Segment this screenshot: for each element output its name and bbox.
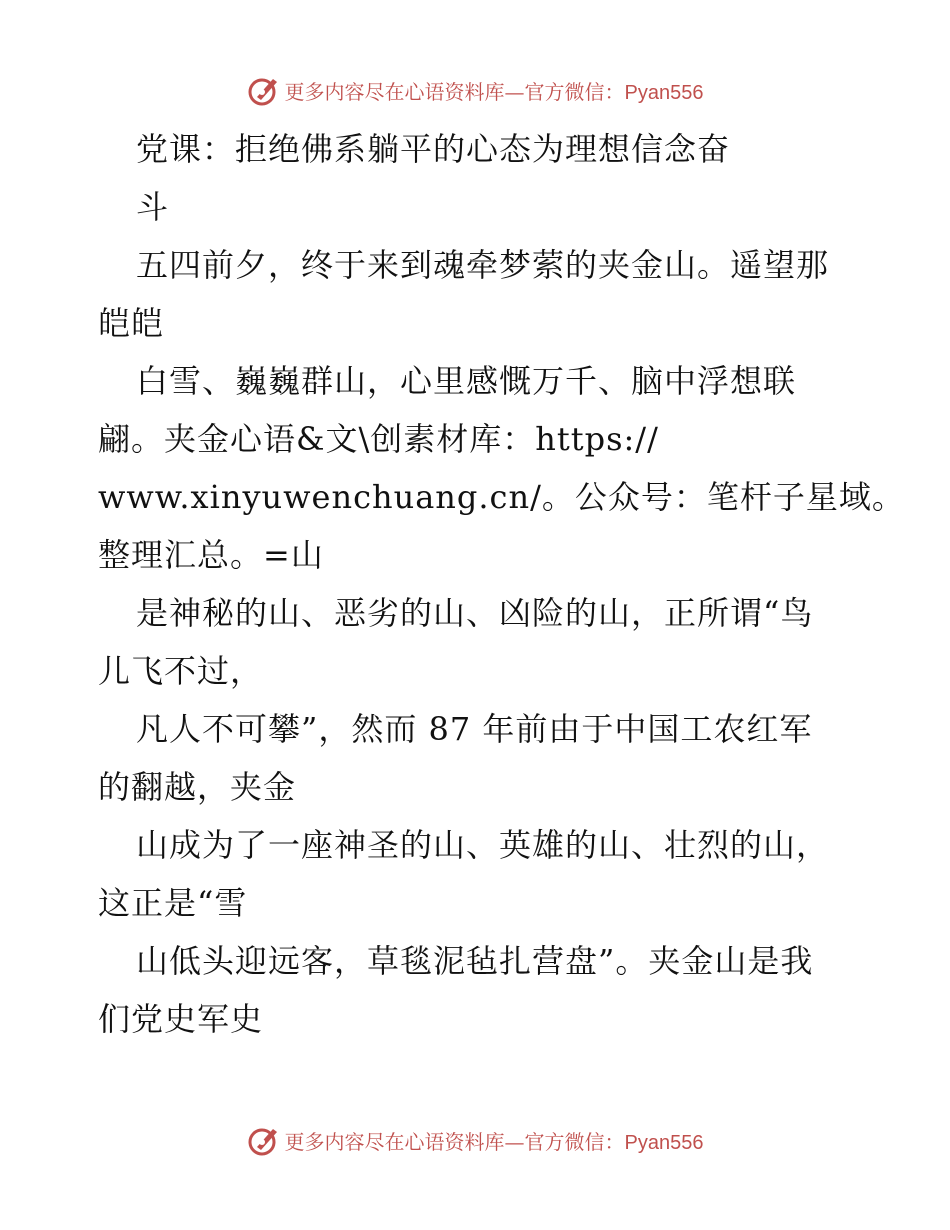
- text-line: www.xinyuwenchuang.cn/。公众号：笔杆子星域。: [98, 478, 905, 516]
- text-line: 皑皑: [98, 304, 165, 342]
- banner-separator: —: [504, 79, 525, 104]
- text-line: 斗: [136, 188, 170, 226]
- text-line: 白雪、巍巍群山，心里感慨万千、脑中浮想联: [136, 362, 797, 400]
- banner-wechat-id: Pyan556: [624, 1131, 704, 1154]
- text-line: 五四前夕，终于来到魂牵梦萦的夹金山。遥望那: [136, 246, 830, 284]
- text-line: 们党史军史: [98, 1000, 264, 1038]
- text-line: 山成为了一座神圣的山、英雄的山、壮烈的山，: [136, 826, 830, 864]
- banner-wechat-id: Pyan556: [624, 81, 704, 104]
- banner-main-text: 更多内容尽在心语资料库: [284, 1129, 505, 1154]
- text-line: 整理汇总。=山: [98, 536, 324, 574]
- banner-wechat-label: 官方微信：: [524, 79, 625, 104]
- banner-text: [285, 1126, 704, 1155]
- text-line: 翩。夹金心语&文\创素材库：https://: [98, 420, 659, 458]
- footer-banner: [0, 1120, 950, 1160]
- text-line: 山低头迎远客，草毯泥毡扎营盘”。夹金山是我: [136, 942, 814, 980]
- banner-text: [285, 76, 704, 105]
- text-line: 儿飞不过，: [98, 652, 264, 690]
- text-line: 党课：拒绝佛系躺平的心态为理想信念奋: [136, 130, 731, 168]
- banner-separator: —: [504, 1129, 525, 1154]
- pen-circle-logo-icon: [247, 1123, 281, 1157]
- text-line: 是神秘的山、恶劣的山、凶险的山，正所谓“鸟: [136, 594, 814, 632]
- text-line: 这正是“雪: [98, 884, 248, 922]
- banner-wechat-label: 官方微信：: [524, 1129, 625, 1154]
- text-line: 凡人不可攀”，然而 87 年前由于中国工农红军: [136, 710, 813, 748]
- document-body: [98, 120, 905, 1048]
- pen-circle-logo-icon: [247, 73, 281, 107]
- text-line: 的翻越，夹金: [98, 768, 297, 806]
- banner-main-text: 更多内容尽在心语资料库: [284, 79, 505, 104]
- header-banner: [0, 70, 950, 110]
